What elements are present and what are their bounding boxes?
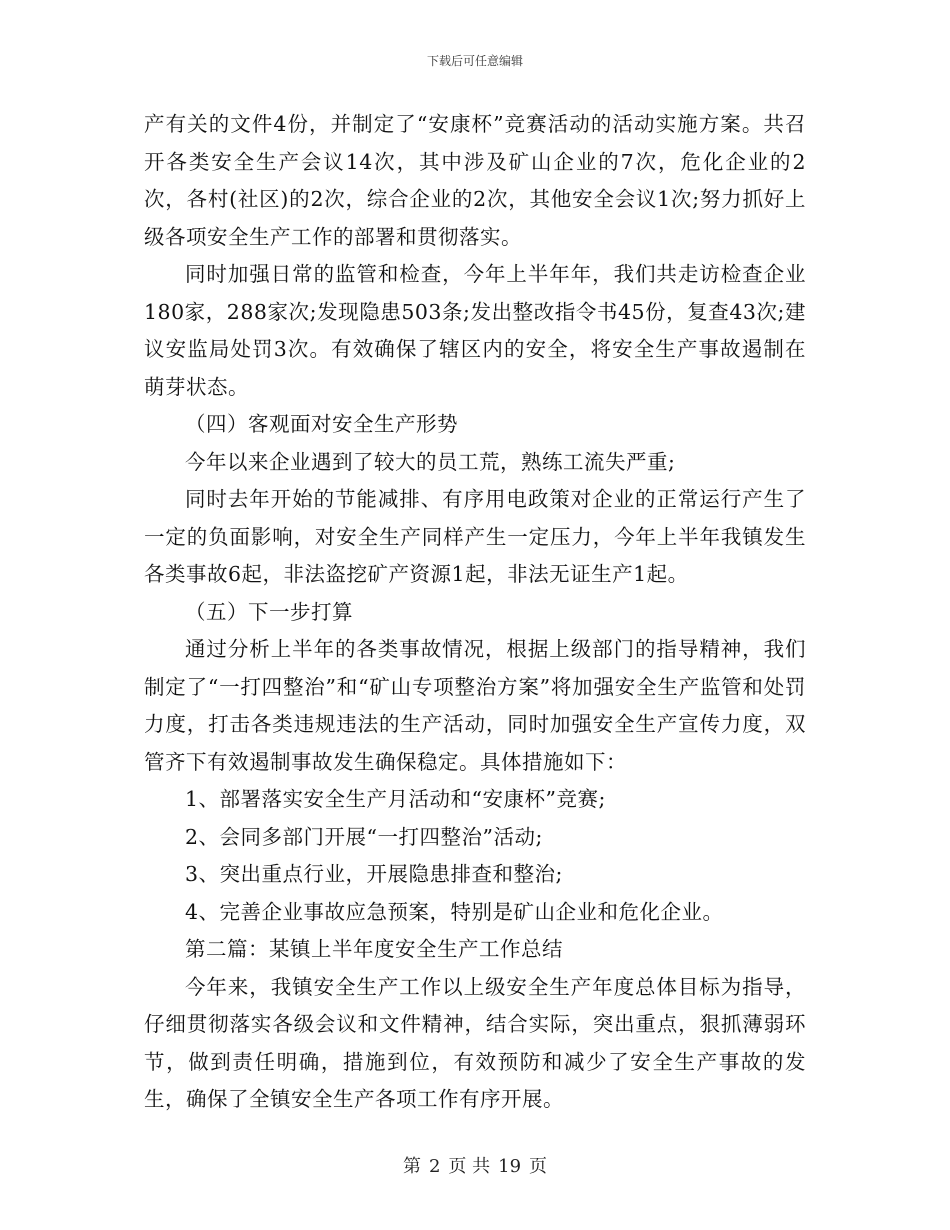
paragraph: 今年以来企业遇到了较大的员工荒，熟练工流失严重; xyxy=(185,449,676,474)
footer-prefix: 第 xyxy=(402,1156,421,1177)
footer-middle: 页 共 xyxy=(448,1156,491,1177)
footer-suffix: 页 xyxy=(529,1156,548,1177)
list-item: 3、突出重点行业，开展隐患排查和整治; xyxy=(185,862,563,886)
document-body xyxy=(144,106,806,1119)
total-pages: 19 xyxy=(498,1156,522,1177)
paragraph: 产有关的文件4份，并制定了“安康杯”竞赛活动的活动实施方案。共召开各类安全生产会议14次，其中涉及矿山企业的7次，危化企业的2次，各村(社区)的2次，综合企业的2次，其他安全会议1次;努力抓好上级各项安全生产工作的部署和贯彻落实。 xyxy=(144,112,806,249)
section-heading: （五）下一步打算 xyxy=(185,599,353,624)
paragraph: 通过分析上半年的各类事故情况，根据上级部门的指导精神，我们制定了“一打四整治”和“矿山专项整治方案”将加强安全生产监管和处罚力度，打击各类违规违法的生产活动，同时加强安全生产宣传力度，双管齐下有效遏制事故发生确保稳定。具体措施如下： xyxy=(144,637,806,774)
paragraph: 同时加强日常的监管和检查，今年上半年年，我们共走访检查企业180家，288家次;发现隐患503条;发出整改指令书45份，复查43次;建议安监局处罚3次。有效确保了辖区内的安全，将安全生产事故遏制在萌芽状态。 xyxy=(144,262,806,399)
page-number: 2 xyxy=(428,1156,441,1177)
chapter-heading: 第二篇：某镇上半年度安全生产工作总结 xyxy=(185,937,563,961)
paragraph: 今年来，我镇安全生产工作以上级安全生产年度总体目标为指导，仔细贯彻落实各级会议和文件精神，结合实际，突出重点，狠抓薄弱环节，做到责任明确，措施到位，有效预防和减少了安全生产事故的发生，确保了全镇安全生产各项工作有序开展。 xyxy=(144,974,806,1111)
paragraph: 同时去年开始的节能减排、有序用电政策对企业的正常运行产生了一定的负面影响，对安全生产同样产生一定压力，今年上半年我镇发生各类事故6起，非法盗挖矿产资源1起，非法无证生产1起。 xyxy=(144,487,806,586)
page-header: 下载后可任意编辑 xyxy=(426,54,523,68)
list-item: 4、完善企业事故应急预案，特别是矿山企业和危化企业。 xyxy=(185,899,724,924)
list-item: 1、部署落实安全生产月活动和“安康杯”竞赛; xyxy=(185,787,606,811)
section-heading: （四）客观面对安全生产形势 xyxy=(185,412,458,436)
list-item: 2、会同多部门开展“一打四整治”活动; xyxy=(185,824,543,849)
page-footer xyxy=(0,1152,950,1178)
